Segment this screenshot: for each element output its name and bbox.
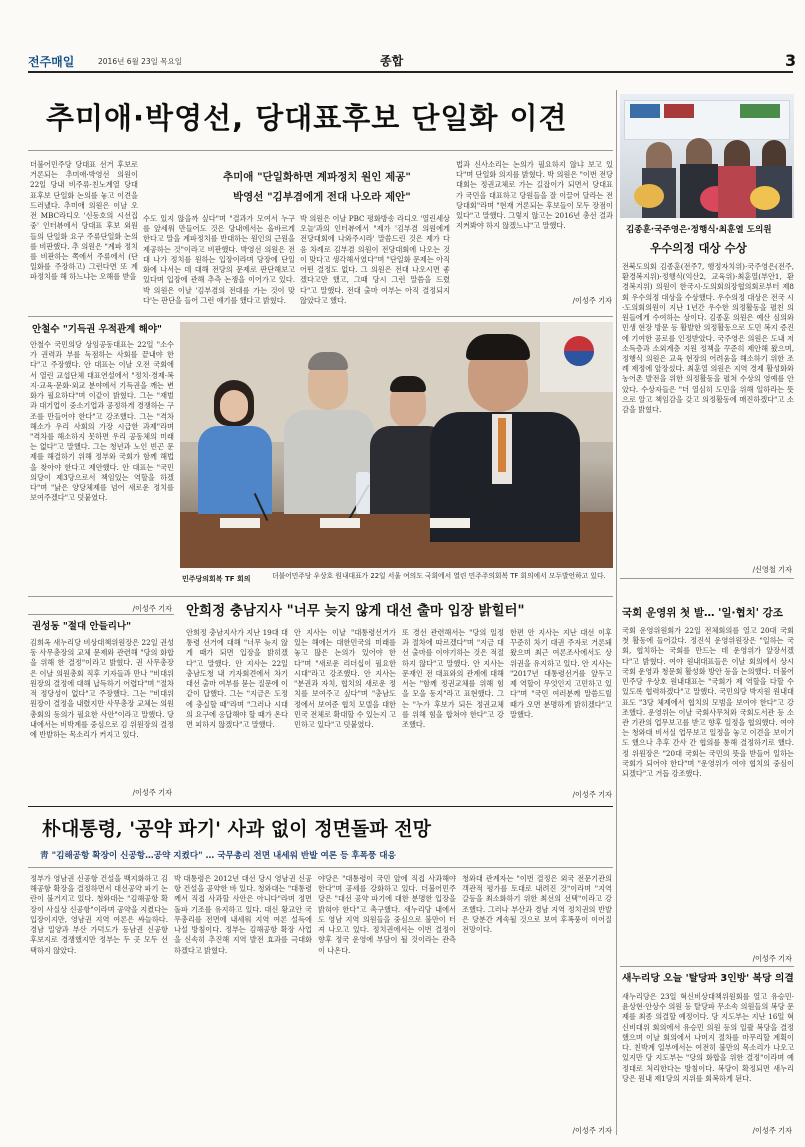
fourth-col-3: 야당은 "대통령이 국민 앞에 직접 사과해야 한다"며 공세를 강화하고 있다. 더불어민주당은 "대선 공약 파기에 대한 분명한 입장을 밝혀야 한다"고 촉구했다. 새누리당 내에서도 영남 지역 의원들을 중심으로 불만이 터져 나오고 있다. 정치권에서는 이번 결정이 향후 정국 운영에 부담이 될 것이라는 관측이 나온다. — [318, 874, 456, 955]
lead-headline: 추미애·박영선, 당대표후보 단일화 이견 — [46, 101, 568, 135]
second-body: 안철수 국민의당 상임공동대표는 22일 "소수가 권력과 부를 독점하는 사회를 끝내야 한다"고 주장했다. 안 대표는 이날 오전 국회에서 열린 교섭단체 대표연설에서 "정치·경제·복지·교육·문화·외교 분야에서 기득권을 깨는 변화가 필요하다"며 이같이 밝혔다. 그는 "재벌과 대기업이 중소기업과 공정하게 경쟁하는 구조를 만들어야 한다"고 강조했다. 그는 "격차해소가 우리 사회의 가장 시급한 과제"라며 "격차를 해소하지 못하면 우리 공동체의 미래는 없다"고 말했다. 그는 청년과 노인 빈곤 문제를 해결하기 위해 정부와 국회가 함께 해법을 찾아야 한다고 제안했다. 안 대표는 "국민의당이 제3당으로서 책임있는 역할을 하겠다"며 "낡은 양당체제를 넘어 새로운 정치를 보여주겠다"고 덧붙였다. — [30, 340, 174, 503]
fourth-headline: 朴대통령, '공약 파기' 사과 없이 정면돌파 전망 — [42, 818, 431, 840]
third-divider — [28, 596, 613, 597]
lead-sub-2: 박영선 "김부겸에게 전대 나오라 제안" — [233, 191, 411, 203]
masthead-rule — [28, 71, 793, 73]
third-col-3: 또 경선 관련해서는 "당의 일정과 절차에 따르겠다"며 "지금 대선 출마를 이야기하는 것은 적절하지 않다"고 말했다. 안 지사는 문재인 전 대표와의 관계에 대해서는 "함께 정권교체를 위해 힘을 모을 동지"라고 표현했다. 그는 "누가 후보가 되든 정권교체를 위해 힘을 합쳐야 한다"고 강조했다. — [402, 628, 504, 729]
masthead-section: 종합 — [380, 54, 404, 68]
third-byline: /이성주 기자 — [572, 790, 612, 799]
lead-col-1: 더불어민주당 당대표 선거 후보로 거론되는 추미애·박영선 의원이 22일 당내 비주류·친노계열 당대표후보 단일화 논의를 놓고 이견을 드러냈다. 추미애 의원은 이날 오전 MBC라디오 '신동호의 시선집중' 인터뷰에서 당대표 후보 외원들의 단일화 요구 주류단일화 논의를 비판했다. 추 의원은 "계파 정치를 비판하는 쪽에서 주류에서 (단일화를 주장하고) 그런다면 또 계파정치를 해 하느냐는 오해를 받을 — [30, 160, 138, 282]
third-left-byline: /이성주 기자 — [132, 788, 172, 797]
second-byline: /이성주 기자 — [132, 604, 172, 613]
masthead-page-number: 3 — [785, 51, 797, 70]
right-mid-headline: 국회 운영위 첫 발… '일·협치' 강조 — [622, 607, 783, 619]
right-low-byline: /이성주 기자 — [752, 1126, 792, 1135]
award-photo — [620, 94, 794, 218]
lead-sub-1: 추미애 "단일화하면 계파정치 원인 제공" — [223, 171, 411, 183]
third-headline: 안희정 충남지사 "너무 늦지 않게 대선 출마 입장 밝힐터" — [186, 603, 525, 619]
award-headline: 우수의정 대상 수상 — [650, 241, 747, 255]
masthead-date: 2016년 6월 23일 목요일 — [98, 57, 183, 66]
award-byline: /신영철 기자 — [752, 565, 792, 574]
third-col-1: 안희정 충남지사가 지난 19대 대통령 선거에 대해 "너무 늦지 않게 때가 되면 입장을 밝히겠다"고 말했다. 안 지사는 22일 충남도청 내 기자회견에서 차기 대선 출마 여부를 묻는 질문에 이같이 답했다. 그는 "지금은 도정에 충실할 때"라며 "그러나 시대의 요구에 응답해야 할 때가 온다면 피하지 않겠다"고 말했다. — [186, 628, 288, 729]
meeting-photo-caption: 더불어민주당 우상호 원내대표가 22일 서울 여의도 국회에서 열린 민주주의회복 TF 회의에서 모두발언하고 있다. — [272, 572, 606, 580]
lead-divider — [28, 150, 613, 151]
meeting-photo — [180, 322, 613, 568]
lead-col-3: 박 의원은 이날 PBC 평화방송 라디오 '열린세상 오늘'과의 인터뷰에서 "제가 '김부겸 의원에게 전당대회에 나와주시라' 말씀드린 것은 제가 다음 차례로 김부겸 의원이 전당대회에 나오는 것이 맞다고 생각해서였다"며 "단일화 문제는 아직 어떤 결정도 없다. 그 의원은 전대 나오시면 좋겠다고만 했고, 그때 당시 그런 말씀을 드렸다"고 말했다. 전대 출마 여부는 아직 결정되지 않았다고 했다. — [300, 214, 450, 305]
second-headline: 안철수 "기득권 우적관계 해야" — [32, 324, 162, 335]
lead-col-4: 법과 신사소리는 논의가 필요하지 않냐 보고 있다"며 단일화 의지를 밝혔다. 박 의원은 "이번 전당대회는 정권교체로 가는 길잡이가 되면서 당대표가 국민을 대표하고 당원들을 잘 이끌어 달라는 전당대회"라며 "현재 거론되는 후보들이 모두 장점이 있다"고 말했다. 그렇지 않고는 2016년 총선 결과 지켜봐야 하지 않겠느냐"고 말했다. — [456, 160, 613, 231]
third-col-2: 안 지사는 이날 "대통령선거가 있는 해에는 대한민국의 미래를 놓고 많은 논의가 있어야 한다"며 "새로운 리더십이 필요한 시대"라고 강조했다. 안 지사는 "분권과 자치, 협치의 새로운 정치를 보여주고 싶다"며 "충남도정에서 보여준 협치 모델을 대한민국 전체로 확대할 수 있는지 고민하고 있다"고 덧붙였다. — [294, 628, 396, 729]
fourth-col-1: 정부가 영남권 신공항 건설을 백지화하고 김해공항 확장을 결정하면서 대선공약 파기 논란이 불거지고 있다. 청와대는 "김해공항 확장이 사실상 신공항"이라며 공약을 지켰다는 입장이지만, 영남권 지역 여론은 싸늘하다. 경남 밀양과 부산 가덕도가 동남권 신공항 후보지로 경쟁했지만 정부는 두 곳 모두 선택하지 않았다. — [30, 874, 168, 955]
lead-col-2: 수도 있지 않을까 싶다"며 "결과가 모여서 누구를 앞세워 만들어도 것은 당내에서는 올바르게 한다고 말을 계파정치를 반대하는 원인의 근원을 제공하는 것"이라고 비판했다. 박영선 의원은 전대 나가 정치를 원하는 입장이라며 당장에 단일화에 나서는 데 대해 전당의 문제로 판단해보고 있다며 입장에 관해 추측 논쟁을 이어가고 있다. 박 의원은 이날 '김부겸의 전대를 가는 것이 맞다'는 판단을 들어 그런 얘기를 했다고 밝혔다. — [143, 214, 295, 305]
third-left-divider — [28, 614, 174, 615]
fourth-sub-divider — [28, 867, 613, 868]
fourth-col-4: 청와대 관계자는 "이번 결정은 외국 전문기관의 객관적 평가를 토대로 내려진 것"이라며 "지역 갈등을 최소화하기 위한 최선의 선택"이라고 강조했다. 그러나 부산과 경남 지역 정치권의 반발은 당분간 계속될 것으로 보여 후폭풍이 이어질 전망이다. — [462, 874, 612, 935]
lead-byline: /이성주 기자 — [572, 296, 612, 305]
fourth-divider — [28, 806, 613, 807]
meeting-photo-tag: 민주당의회복 TF 회의 — [182, 575, 251, 583]
award-caption-names: 김종훈·국주영은·정행식·최훈열 도의원 — [626, 225, 772, 235]
third-left-body: 김희옥 새누리당 비상대책위원장은 22일 권성동 사무총장의 교체 문제와 관련해 "당의 화합을 위해 한 결정"이라고 밝혔다. 권 사무총장은 이날 의원총회 직후 기자들과 만나 "비대위원장의 결정에 대해 납득하기 어렵다"며 "절차적 정당성이 없다"고 주장했다. 그는 "비대위원장이 결정을 내렸지만 사무총장 교체는 의원총회의 동의가 필요한 사안"이라고 말했다. 당내에서는 비박계를 중심으로 김 위원장의 결정에 반발하는 목소리가 커지고 있다. — [30, 638, 174, 739]
right-low-body: 새누리당은 23일 혁신비상대책위원회를 열고 유승민·윤상현·안상수 의원 등 탈당파 무소속 의원들의 복당 문제를 최종 의결할 예정이다. 당 지도부는 지난 16일 혁신비대위 회의에서 유승민 의원 등의 일괄 복당을 결정했으며 이날 회의에서 나머지 절차를 마무리할 계획이다. 친박계 일부에서는 여전히 불만의 목소리가 나오고 있지만 당 지도부는 "당의 화합을 위한 결정"이라며 예정대로 처리한다는 방침이다. 복당이 확정되면 새누리당은 원내 제1당의 지위를 회복하게 된다. — [622, 992, 794, 1083]
masthead-paper: 전주매일 — [28, 55, 75, 69]
column-divider-right — [616, 90, 617, 1135]
right-divider-2 — [620, 966, 794, 967]
right-low-headline: 새누리당 오늘 '탈당파 3인방' 복당 의결 — [622, 973, 794, 984]
fourth-col-2: 박 대통령은 2012년 대선 당시 영남권 신공항 건설을 공약한 바 있다. 청와대는 "대통령께서 직접 사과할 사안은 아니다"라며 정면 돌파 기조를 유지하고 있다. 대신 황교안 국무총리를 전면에 내세워 지역 여론 설득에 나설 방침이다. 정부는 김해공항 확장 사업을 신속히 추진해 지역 발전 효과를 극대화하겠다고 밝혔다. — [174, 874, 312, 955]
third-col-4: 한편 안 지사는 지난 대선 이후 꾸준히 차기 대권 주자로 거론돼 왔으며 최근 여론조사에서도 상위권을 유지하고 있다. 안 지사는 "2017년 대통령선거를 앞두고 제 역할이 무엇인지 고민하고 있다"며 "국민 여러분께 말씀드릴 때가 오면 분명하게 밝히겠다"고 말했다. — [510, 628, 612, 719]
right-mid-byline: /이성주 기자 — [752, 954, 792, 963]
fourth-byline: /이성주 기자 — [572, 1126, 612, 1135]
second-divider — [28, 316, 613, 317]
third-left-headline: 권성동 "절대 안들리나" — [32, 621, 132, 632]
right-mid-body: 국회 운영위원회가 22일 전체회의를 열고 20대 국회 첫 활동에 들어갔다. 정진석 운영위원장은 "일하는 국회, 협치하는 국회를 만드는 데 운영위가 앞장서겠다"고 밝혔다. 여야 원내대표들은 이날 회의에서 상시 국회 운영과 청문회 활성화 방안 등을 논의했다. 더불어민주당 우상호 원내대표는 "국회가 제 역할을 다할 수 있도록 협력하겠다"고 말했다. 국민의당 박지원 원내대표도 "3당 체제에서 협치의 모범을 보여야 한다"고 강조했다. 운영위는 이날 국회사무처와 국회도서관 등 소관 기관의 업무보고를 받고 향후 일정을 협의했다. 여야는 청와대 비서실 업무보고 일정을 놓고 이견을 보이기도 했으나 추후 간사 간 협의를 통해 결정하기로 했다. 정 위원장은 "20대 국회는 국민의 뜻을 받들어 일하는 국회가 되어야 한다"며 "운영위가 여야 협치의 중심이 되겠다"고 거듭 강조했다. — [622, 626, 794, 779]
fourth-subhead: 靑 "김해공항 확장이 신공항…공약 지켰다" … 국무총리 전면 내세워 반발 여론 등 후폭풍 대응 — [40, 851, 396, 861]
right-divider-1 — [620, 578, 794, 579]
award-body: 전북도의회 김종훈(전주7, 행정자치위)·국주영은(전주, 환경복지위)·정행식(익산2, 교육위)·최훈열(부안1, 환경복지위) 의원이 한국시·도의회의장협의회로부터 제8회 우수의정 대상을 수상했다. 우수의정 대상은 전국 시·도의회의원이 지난 1년간 우수한 의정활동을 펼친 의원들에게 수여하는 상이다. 김종훈 의원은 예산 심의와 민생 현장 방문 등 활발한 의정활동으로 도민 복지 증진에 기여한 공로를 인정받았다. 국주영은 의원은 도내 저소득층과 소외계층 지원 정책을 꾸준히 제안해 왔으며, 정행식 의원은 교육 현장의 어려움을 해소하기 위한 조례 제정에 앞장섰다. 최훈열 의원은 지역 경제 활성화와 농어촌 발전을 위한 의정활동을 펼쳐 수상의 영예를 안았다. 수상자들은 "더 열심히 도민을 위해 일하라는 뜻으로 알고 책임감을 갖고 의정활동에 매진하겠다"고 소감을 밝혔다. — [622, 262, 794, 415]
